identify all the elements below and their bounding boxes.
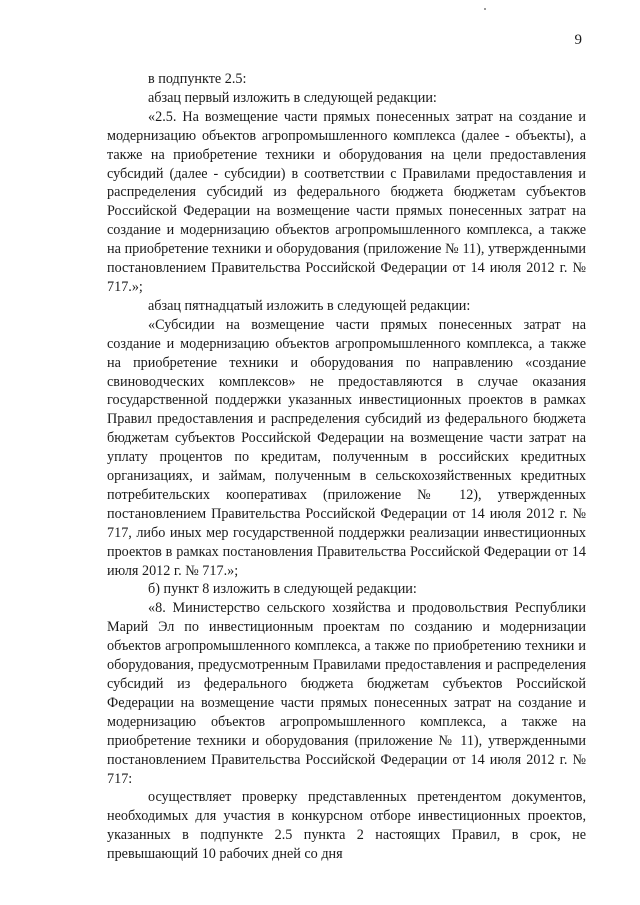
document-body [107, 70, 586, 864]
paragraph-first-abzac-intro: абзац первый изложить в следующей редакции: [148, 89, 437, 106]
paragraph-verification: осуществляет проверку представленных претендентом документов, необходимых для участия в конкурсном отборе инвестиционных проектов, указанных в подпункте 2.5 пункта 2 настоящих Правил, в срок, не превышающий 10 рабочих дней со дня [107, 789, 586, 863]
page-number: 9 [574, 32, 582, 48]
paragraph-subitem-heading: в подпункте 2.5: [148, 71, 247, 87]
scan-mark [484, 8, 486, 10]
paragraph-item-8-intro: б) пункт 8 изложить в следующей редакции: [148, 581, 417, 598]
paragraph-item-8: «8. Министерство сельского хозяйства и продовольствия Республики Марий Эл по инвестиционным проектам по созданию и модернизации объектов агропромышленного комплекса, а также по приобретению техники и оборудования, предусмотренным Правилами предоставления и распределения субсидий из федерального бюджета бюджетам субъектов Российской Федерации на возмещение части прямых понесенных затрат на создание и модернизацию объектов агропромышленного комплекса, а также на приобретение техники и оборудования (приложение № 11), утвержденными постановлением Правительства Российской Федерации от 14 июля 2012 г. № 717: [107, 600, 586, 787]
paragraph-subsidies: «Субсидии на возмещение части прямых понесенных затрат на создание и модернизацию объектов агропромышленного комплекса, а также на приобретение техники и оборудования по направлению «создание свиноводческих комплексов» не предоставляются в случае оказания государственной поддержки указанных инвестиционных проектов в рамках Правил предоставления и распределения субсидий из федерального бюджета бюджетам субъектов Российской Федерации на возмещение части затрат на уплату процентов по кредитам, полученным в российских кредитных организациях, и займам, полученным в сельскохозяйственных кредитных потребительских кооперативах (приложение № 12), утвержденных постановлением Правительства Российской Федерации от 14 июля 2012 г. № 717, либо иных мер государственной поддержки реализации инвестиционных проектов в рамках постановления Правительства Российской Федерации от 14 июля 2012 г. № 717.»; [107, 316, 586, 579]
paragraph-item-2-5: «2.5. На возмещение части прямых понесенных затрат на создание и модернизацию объектов агропромышленного комплекса (далее - объекты), а также на приобретение техники и оборудования на цели предоставления субсидий (далее - субсидии) в соответствии с Правилами предоставления и распределения субсидий из федерального бюджета бюджетам субъектов Российской Федерации на возмещение части прямых понесенных затрат на создание и модернизацию объектов агропромышленного комплекса, а также на приобретение техники и оборудования (приложение № 11), утвержденными постановлением Правительства Российской Федерации от 14 июля 2012 г. № 717.»; [107, 108, 586, 295]
paragraph-fifteenth-abzac-intro: абзац пятнадцатый изложить в следующей редакции: [148, 297, 471, 314]
